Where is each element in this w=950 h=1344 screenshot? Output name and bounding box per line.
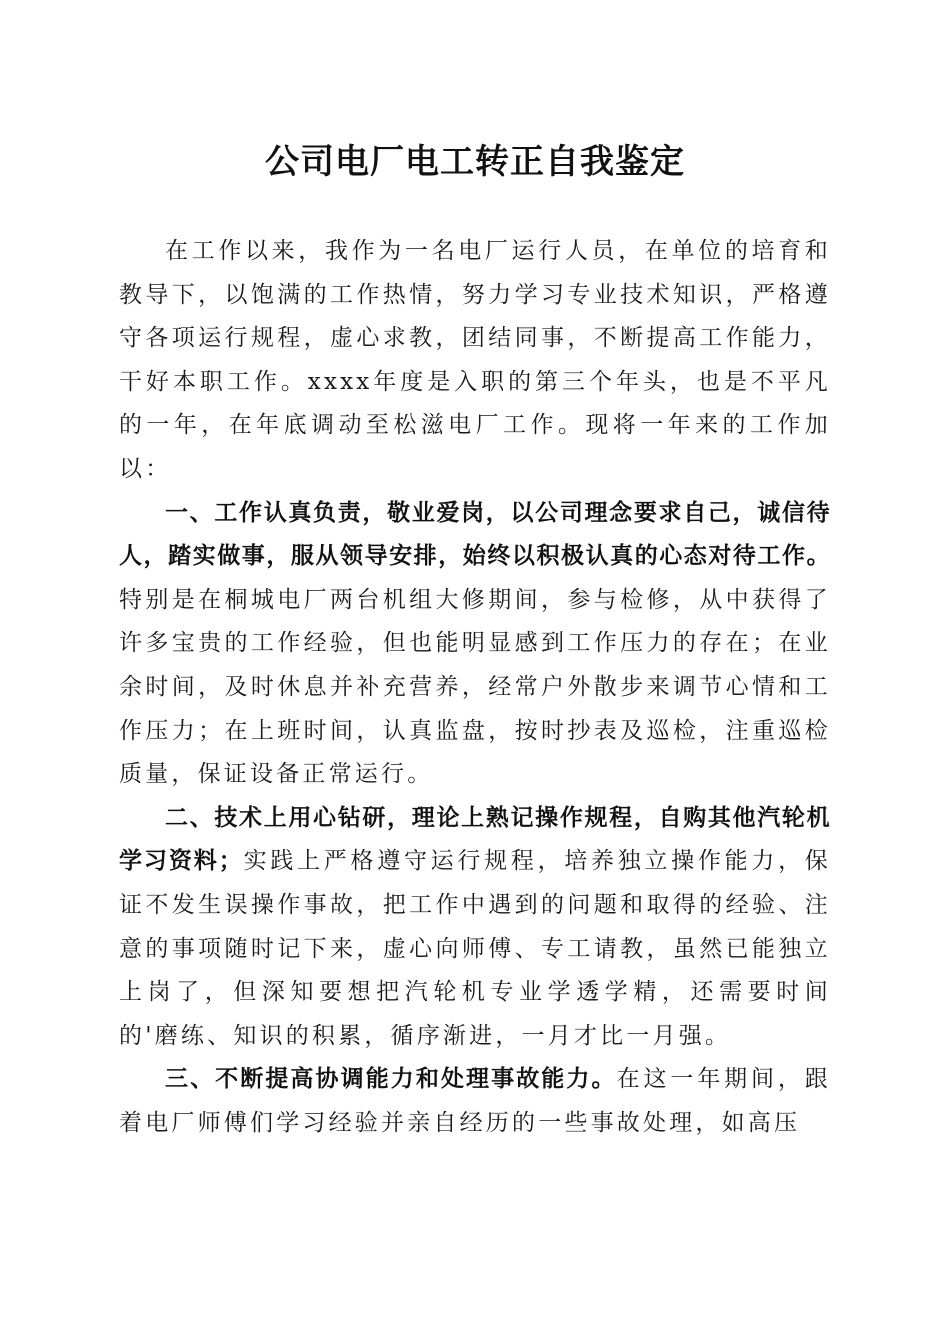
paragraph-section-1 xyxy=(119,492,831,797)
section-1-heading: 一、工作认真负责，敬业爱岗，以公司理念要求自己，诚信待人，踏实做事，服从领导安排，始终以积极认真的心态对待工作。 xyxy=(119,499,831,570)
paragraph-section-3 xyxy=(119,1058,831,1145)
section-2-heading: 二、技术上用心钻研，理论上熟记操作规程，自购其他汽轮机学习资料； xyxy=(119,804,831,875)
section-2-text: 实践上严格遵守运行规程，培养独立操作能力，保证不发生误操作事故，把工作中遇到的问题和取得的经验、注意的事项随时记下来，虚心向师傅、专工请教，虽然已能独立上岗了，但深知要想把汽轮机专业学透学精，还需要时间的'磨练、知识的积累，循序渐进，一月才比一月强。 xyxy=(119,848,831,1049)
section-3-text: 在这一年期间，跟着电厂师傅们学习经验并亲自经历的一些事故处理，如高压 xyxy=(119,1066,831,1136)
section-1-text: 特别是在桐城电厂两台机组大修期间，参与检修，从中获得了许多宝贵的工作经验，但也能明显感到工作压力的存在；在业余时间，及时休息并补充营养，经常户外散步来调节心情和工作压力；在上班时间，认真监盘，按时抄表及巡检，注重巡检质量，保证设备正常运行。 xyxy=(119,586,831,788)
section-3-heading: 三、不断提高协调能力和处理事故能力。 xyxy=(165,1066,617,1093)
paragraph-intro-text: 在工作以来，我作为一名电厂运行人员，在单位的培育和教导下，以饱满的工作热情，努力学习专业技术知识，严格遵守各项运行规程，虚心求教，团结同事，不断提高工作能力，干好本职工作。xxxx年度是入职的第三个年头，也是不平凡的一年，在年底调动至松滋电厂工作。现将一年来的工作加以： xyxy=(119,238,831,482)
document-body xyxy=(119,230,831,1145)
paragraph-intro xyxy=(119,230,831,492)
document-title: 公司电厂电工转正自我鉴定 xyxy=(265,142,685,182)
paragraph-section-2 xyxy=(119,797,831,1059)
